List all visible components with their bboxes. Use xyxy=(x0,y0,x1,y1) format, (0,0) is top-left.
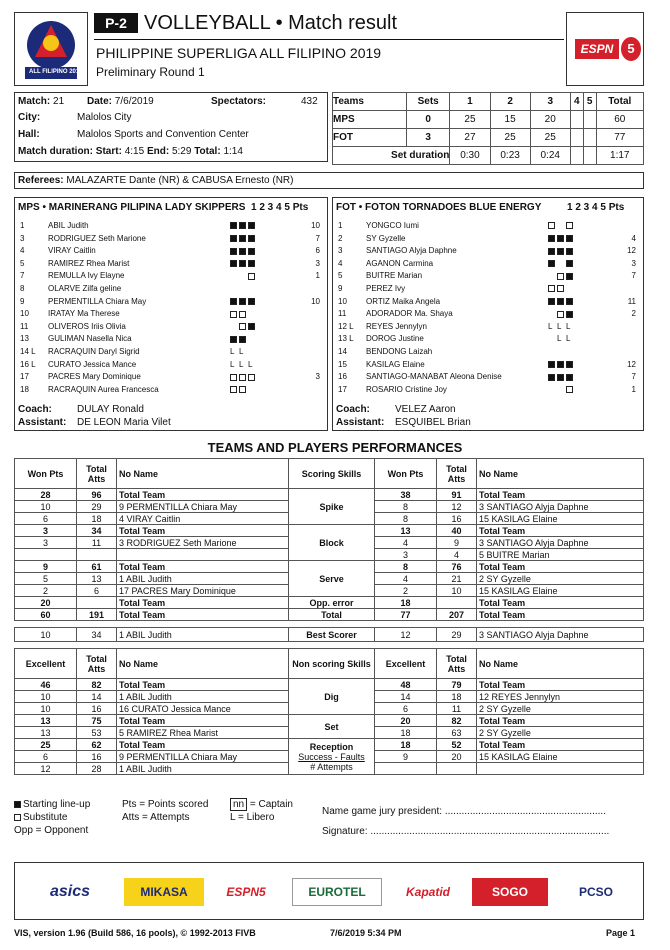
skill-label: Block xyxy=(289,525,375,561)
sub-mark xyxy=(566,386,573,393)
starter-mark xyxy=(566,235,573,242)
league-logo xyxy=(14,12,88,86)
player-row: 14 L RACRAQUIN Daryl Sigrid L L xyxy=(18,346,324,358)
pcso-logo: PCSO xyxy=(578,885,613,899)
skill-label: Total xyxy=(289,609,375,621)
set-marks xyxy=(548,258,575,270)
starter-mark xyxy=(548,248,555,255)
set-marks xyxy=(548,296,575,308)
sub-mark xyxy=(239,374,246,381)
player-row: 9 PERMENTILLA Chiara May 10 xyxy=(20,296,320,306)
sub-mark xyxy=(230,311,237,318)
set-marks xyxy=(548,359,575,371)
sub-mark xyxy=(566,222,573,229)
starter-mark xyxy=(566,374,573,381)
set-marks xyxy=(230,258,257,270)
set-marks xyxy=(230,384,248,396)
set-marks xyxy=(230,245,257,257)
perf-title: TEAMS AND PLAYERS PERFORMANCES xyxy=(207,440,463,455)
libero-mark: L xyxy=(230,359,235,369)
sub-mark xyxy=(548,222,555,229)
set-marks xyxy=(230,359,257,371)
starter-mark xyxy=(248,260,255,267)
starter-mark xyxy=(239,235,246,242)
skill-label: Spike xyxy=(289,489,375,525)
player-row: 7 REMULLA Ivy Elayne 1 xyxy=(20,271,320,281)
starter-mark xyxy=(566,260,573,267)
libero-mark: L xyxy=(557,321,562,331)
team-a-roster: MPS • MARINERANG PILIPINA LADY SKIPPERS 1 2 3 4 5 Pts 1 ABIL Judith 10 3 RODRIGUEZ Seth Marione 7 4 VIRAY Caitlin 6 5 RAMIREZ Rhea Marist 3 7 REMULLA Ivy Elayne 1 8 OLARVE Zilfa geline 9 PERMENTILLA Chiara May 10 10 IRATAY Ma Therese 11 OLIVEROS Iriis Olivia 13 GULIMAN Nasella Nica 14 L RACRAQUIN Daryl Sigrid L L 16 L CURATO Jessica Mance L L L 17 PACRES Mary Dominique 3 18 RACRAQUIN Aurea Francesca Coach: DULAY Ronald Assistant: DE LEON Maria Vilet xyxy=(14,197,328,431)
set-marks xyxy=(230,333,248,345)
set-marks xyxy=(548,321,575,333)
footer-page: Page 1 xyxy=(606,928,636,938)
player-row: 3 RODRIGUEZ Seth Marione 7 xyxy=(20,233,320,243)
starter-mark xyxy=(548,361,555,368)
player-row: 5 BUITRE Marian 7 xyxy=(338,271,636,281)
round-name: Preliminary Round 1 xyxy=(96,65,205,79)
match-info: Match: 21 Date: 7/6/2019 Spectators: 432 City: Malolos City Hall: Malolos Sports and Convention Center Match duration: Start: 4:15 End: 5:29 Total: 1:14 xyxy=(14,92,328,162)
libero-mark: L xyxy=(566,334,571,344)
libero-mark: L xyxy=(230,347,235,356)
libero-mark: L xyxy=(239,359,244,369)
starter-mark xyxy=(239,222,246,229)
starter-mark xyxy=(557,248,564,255)
libero-mark: L xyxy=(548,321,553,331)
starter-mark xyxy=(239,260,246,267)
player-row: 8 OLARVE Zilfa geline xyxy=(20,284,122,293)
set-marks xyxy=(548,308,575,320)
starter-mark xyxy=(566,273,573,280)
logo-text: ALL FILIPINO 2019 xyxy=(29,69,83,75)
sub-mark xyxy=(548,285,555,292)
starter-mark xyxy=(230,248,237,255)
starter-mark xyxy=(557,374,564,381)
player-row: 16 SANTIAGO-MANABAT Aleona Denise 7 xyxy=(338,372,636,382)
starter-mark xyxy=(230,235,237,242)
set-marks xyxy=(230,346,248,358)
sub-mark xyxy=(557,311,564,318)
set-marks xyxy=(230,233,257,245)
starter-mark xyxy=(566,248,573,255)
kapatid-logo: Kapatid xyxy=(405,885,450,899)
doc-code: P-2 xyxy=(94,13,138,33)
scoring-table: Won Pts Total Atts No Name Scoring Skills Won Pts Total Atts No Name 28 96 Total Team Spike 38 91 Total Team 10 29 9 PERMENTILLA Chiara May 8 12 3 SANTIAGO Alyja Daphne 6 18 4 VIRAY Caitlin 8 16 15 KASILAG Elaine 3 34 Total Team Block 13 40 Total Team 3 11 3 RODRIGUEZ Seth Marione 4 9 3 SANTIAGO Alyja Daphne 3 4 5 BUITRE Marian 9 61 Total Team Serve 8 76 Total Team 5 13 1 ABIL Judith 4 21 2 SY Gyzelle 2 6 17 PACRES Mary Dominique 2 10 15 KASILAG Elaine 20 Total Team Opp. error 18 Total Team 60 191 Total Team Total 77 207 Total Team xyxy=(14,458,644,621)
sub-mark xyxy=(230,386,237,393)
set-marks xyxy=(548,371,575,383)
player-row: 4 AGANON Carmina 3 xyxy=(338,258,636,268)
player-row: 1 YONGCO Iumi xyxy=(336,220,640,232)
team-b-roster: FOT • FOTON TORNADOES BLUE ENERGY 1 2 3 4 5 Pts 1 YONGCO Iumi 2 SY Gyzelle 4 3 SANTIAGO Alyja Daphne 12 4 AGANON Carmina 3 5 BUITRE Marian 7 9 PEREZ Ivy 10 ORTIZ Maika Angela 11 11 ADORADOR Ma. Shaya 2 12 L REYES Jennylyn L L L 13 L DOROG Justine L L 14 BENDONG Laizah 15 KASILAG Elaine 12 16 SANTIAGO-MANABAT Aleona Denise 7 17 ROSARIO Cristine Joy 1 Coach: VELEZ Aaron Assistant: ESQUIBEL Brian xyxy=(332,197,644,431)
player-row: 11 ADORADOR Ma. Shaya 2 xyxy=(338,309,636,319)
scoreboard: Teams Sets 1 2 3 4 5 Total MPS 0 25 15 20 60 FOT 3 27 25 25 77 Set duration 0:30 0:23 0:24 1:17 xyxy=(332,92,644,165)
set-marks xyxy=(548,283,566,295)
sub-mark xyxy=(248,273,255,280)
starter-mark xyxy=(230,298,237,305)
best-scorer-table: 10 34 1 ABIL Judith Best Scorer 12 29 3 SANTIAGO Alyja Daphne xyxy=(14,627,644,642)
starter-mark xyxy=(239,336,246,343)
player-row: 4 VIRAY Caitlin 6 xyxy=(20,246,320,256)
eurotel-logo: EUROTEL xyxy=(292,878,382,906)
libero-mark: L xyxy=(557,334,562,344)
league-name: PHILIPPINE SUPERLIGA ALL FILIPINO 2019 xyxy=(96,45,382,61)
title-divider xyxy=(94,39,564,40)
player-row: 10 IRATAY Ma Therese xyxy=(18,308,324,320)
starter-mark xyxy=(239,298,246,305)
player-row: 3 SANTIAGO Alyja Daphne 12 xyxy=(338,246,636,256)
mikasa-logo: MIKASA xyxy=(124,878,204,906)
sogo-logo: SOGO xyxy=(472,878,548,906)
starter-mark xyxy=(566,311,573,318)
sub-mark xyxy=(239,323,246,330)
performance-tables xyxy=(14,458,644,781)
skill-label: Serve xyxy=(289,561,375,597)
set-marks xyxy=(230,308,248,320)
starter-mark xyxy=(548,235,555,242)
player-row: 13 GULIMAN Nasella Nica xyxy=(18,333,324,345)
player-row: 11 OLIVEROS Iriis Olivia xyxy=(18,321,324,333)
legend: Starting line-up Substitute Opp = Opponent xyxy=(14,799,91,836)
libero-mark: L xyxy=(248,359,253,369)
set-marks xyxy=(230,220,257,232)
starter-mark xyxy=(548,374,555,381)
player-row: 10 ORTIZ Maika Angela 11 xyxy=(338,296,636,306)
starter-mark xyxy=(248,222,255,229)
player-row: 5 RAMIREZ Rhea Marist 3 xyxy=(20,258,320,268)
asics-logo: asics xyxy=(49,883,91,900)
player-row: 18 RACRAQUIN Aurea Francesca xyxy=(18,384,324,396)
set-marks xyxy=(230,270,257,282)
nonscoring-table: Excellent Total Atts No Name Non scoring Skills Excellent Total Atts No Name 46 82 Total Team Dig 48 79 Total Team 10 14 1 ABIL Judith 14 18 12 REYES Jennylyn 10 16 16 CURATO Jessica Mance 6 11 2 SY Gyzelle 13 75 Total Team Set 20 82 Total Team 13 53 5 RAMIREZ Rhea Marist 18 63 2 SY Gyzelle 25 62 Total Team Reception Success - Faults # Attempts 18 52 Total Team 6 16 9 PERMENTILLA Chiara May 9 20 15 KASILAG Elaine 12 28 1 ABIL Judith xyxy=(14,648,644,775)
starter-mark xyxy=(230,336,237,343)
starter-mark xyxy=(248,298,255,305)
starter-mark xyxy=(248,235,255,242)
set-marks xyxy=(230,321,257,333)
skill-label: Opp. error xyxy=(289,597,375,609)
set-marks xyxy=(548,233,575,245)
starter-mark xyxy=(230,222,237,229)
player-row: 13 L DOROG Justine L L xyxy=(336,333,640,345)
starter-mark xyxy=(548,260,555,267)
sub-mark xyxy=(239,311,246,318)
player-row: 17 ROSARIO Cristine Joy 1 xyxy=(338,384,636,394)
sub-mark xyxy=(230,374,237,381)
starter-mark xyxy=(239,248,246,255)
page-title: VOLLEYBALL • Match result xyxy=(144,12,398,34)
set-marks xyxy=(230,371,257,383)
player-row: 1 ABIL Judith 10 xyxy=(20,221,320,230)
set-marks xyxy=(548,333,575,345)
starter-mark xyxy=(557,361,564,368)
sub-mark xyxy=(557,273,564,280)
player-row: 14 BENDONG Laizah xyxy=(338,347,433,356)
libero-mark: L xyxy=(239,347,244,356)
footer-date: 7/6/2019 5:34 PM xyxy=(330,928,402,938)
legend-2: Pts = Points scored Atts = Attempts xyxy=(122,799,209,823)
set-marks xyxy=(230,296,257,308)
set-marks xyxy=(548,270,575,282)
starter-mark xyxy=(248,248,255,255)
espn5-logo: ESPN5 xyxy=(226,885,266,899)
sub-mark xyxy=(248,374,255,381)
sub-mark xyxy=(239,386,246,393)
starter-mark xyxy=(566,298,573,305)
starter-mark xyxy=(230,260,237,267)
skill-label: Set xyxy=(289,715,375,739)
espn-logo: ESPN 5 xyxy=(566,12,644,86)
referees: Referees: MALAZARTE Dante (NR) & CABUSA Ernesto (NR) xyxy=(14,172,644,189)
sub-mark xyxy=(557,285,564,292)
player-row: 9 PEREZ Ivy xyxy=(336,283,640,295)
player-row: 12 L REYES Jennylyn L L L xyxy=(336,321,640,333)
skill-label: Reception Success - Faults # Attempts xyxy=(289,739,375,775)
skill-label: Dig xyxy=(289,679,375,715)
starter-mark xyxy=(557,235,564,242)
starter-mark xyxy=(248,323,255,330)
libero-mark: L xyxy=(566,321,571,331)
player-row: 15 KASILAG Elaine 12 xyxy=(338,359,636,369)
jury-line: Name game jury president: .......................................................... xyxy=(322,806,606,817)
set-marks xyxy=(548,384,575,396)
player-row: 16 L CURATO Jessica Mance L L L xyxy=(18,359,324,371)
footer-version: VIS, version 1.96 (Build 586, 16 pools), © 1992-2013 FIVB xyxy=(14,928,256,938)
set-marks xyxy=(548,220,575,232)
starter-mark xyxy=(548,298,555,305)
legend-3: nn = Captain L = Libero xyxy=(230,799,293,823)
starter-mark xyxy=(566,361,573,368)
player-row: 17 PACRES Mary Dominique 3 xyxy=(20,372,320,382)
set-marks xyxy=(548,245,575,257)
signature-line: Signature: ...................................................................................... xyxy=(322,826,610,837)
player-row: 2 SY Gyzelle 4 xyxy=(338,233,636,243)
starter-mark xyxy=(557,298,564,305)
